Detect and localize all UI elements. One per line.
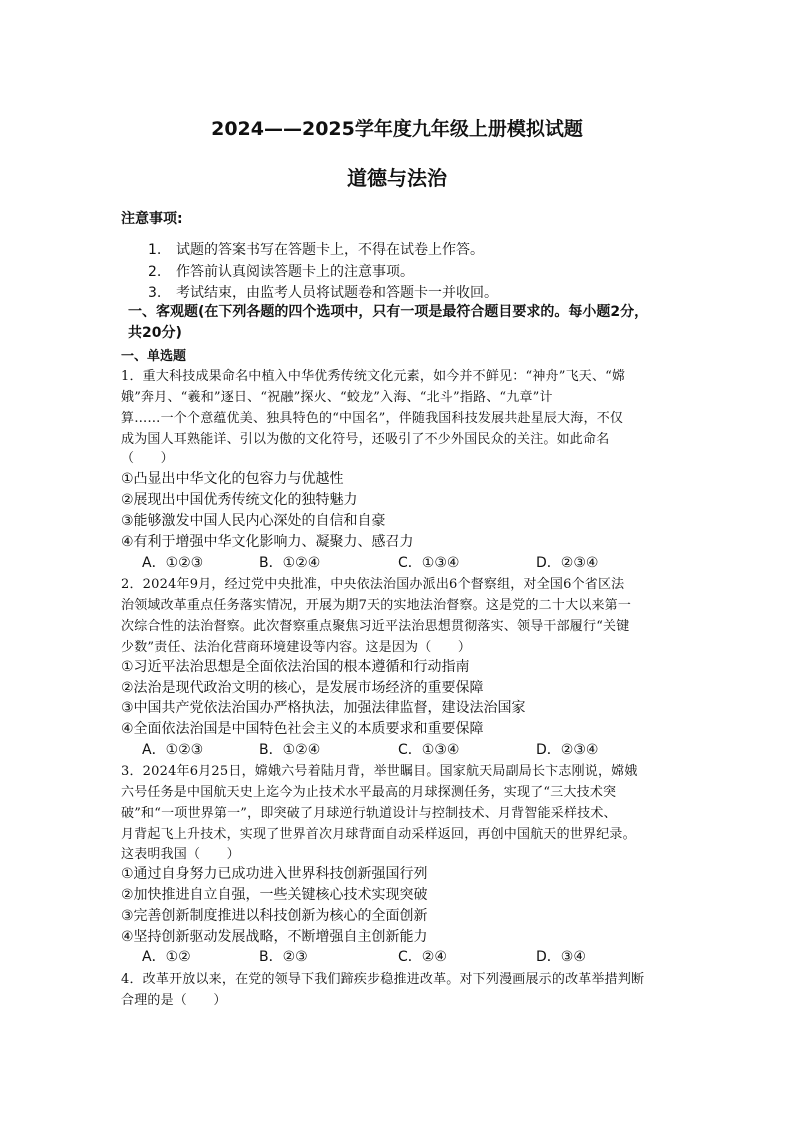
choice-c[interactable]: C．①③④: [398, 742, 460, 758]
choice-d[interactable]: D．③④: [536, 949, 586, 965]
choice-d[interactable]: D．②③④: [536, 742, 599, 758]
question-3-text: 这表明我国（ ）: [121, 847, 240, 862]
question-1-statement: ②展现出中国优秀传统文化的独特魅力: [121, 492, 358, 508]
question-1-text: 算……一个个意蕴优美、独具特色的“中国名”，伴随我国科技发展共赴星辰大海，不仅: [121, 411, 624, 426]
choice-a[interactable]: A．①②: [142, 949, 191, 965]
question-1-text: （ ）: [121, 451, 174, 466]
subject-title: 道德与法治: [347, 166, 447, 190]
notice-heading: 注意事项:: [121, 211, 183, 227]
question-1-text: 1．重大科技成果命名中植入中华优秀传统文化元素，如今并不鲜见：“神舟”飞天、“嫦: [121, 369, 626, 384]
question-2-statement: ①习近平法治思想是全面依法治国的根本遵循和行动指南: [121, 659, 470, 675]
question-1-statement: ③能够激发中国人民内心深处的自信和自豪: [121, 513, 386, 529]
question-4-text: 4．改革开放以来，在党的领导下我们蹄疾步稳推进改革。对下列漫画展示的改革举措判断: [121, 972, 645, 987]
question-2-text: 次综合性的法治督察。此次督察重点聚焦习近平法治思想贯彻落实、领导干部履行“关键: [121, 619, 630, 634]
choice-d[interactable]: D．②③④: [536, 555, 599, 571]
choice-b[interactable]: B．①②④: [259, 555, 321, 571]
question-1-text: 成为国人耳熟能详、引以为傲的文化符号，还吸引了不少外国民众的关注。如此命名: [121, 432, 610, 447]
question-4-text: 合理的是（ ）: [121, 993, 227, 1008]
question-2-text: 治领域改革重点任务落实情况，开展为期7天的实地法治督察。这是党的二十大以来第一: [121, 598, 632, 613]
exam-title: 2024——2025学年度九年级上册模拟试题: [211, 118, 583, 140]
question-2-text: 少数”责任、法治化营商环境建设等内容。这是因为（ ）: [121, 640, 472, 655]
question-3-statement: ②加快推进自立自强，一些关键核心技术实现突破: [121, 887, 428, 903]
question-3-statement: ④坚持创新驱动发展战略，不断增强自主创新能力: [121, 929, 428, 945]
question-3-text: 破”和“一项世界第一”，即突破了月球逆行轨道设计与控制技术、月背智能采样技术、: [121, 806, 617, 821]
choice-c[interactable]: C．①③④: [398, 555, 460, 571]
section-heading-line: 共20分): [128, 325, 182, 341]
choice-b[interactable]: B．②③: [259, 949, 308, 965]
question-3-text: 六号任务是中国航天史上迄今为止技术水平最高的月球探测任务，实现了“三大技术突: [121, 785, 617, 800]
notice-item: 3. 考试结束，由监考人员将试题卷和答题卡一并收回。: [148, 285, 498, 301]
notice-item: 2. 作答前认真阅读答题卡上的注意事项。: [148, 264, 414, 280]
question-1-text: 娥”奔月、“羲和”逐日、“祝融”探火、“蛟龙”入海、“北斗”指路、“九章”计: [121, 390, 553, 405]
choice-b[interactable]: B．①②④: [259, 742, 321, 758]
notice-item: 1. 试题的答案书写在答题卡上，不得在试卷上作答。: [148, 242, 484, 258]
choice-a[interactable]: A．①②③: [142, 555, 204, 571]
section-heading: [128, 302, 688, 344]
choice-c[interactable]: C．②④: [398, 949, 447, 965]
subsection-heading: 一、单选题: [121, 349, 187, 364]
section-heading-line: 一、客观题(在下列各题的四个选项中，只有一项是最符合题目要求的。每小题2分，: [128, 304, 649, 320]
choice-a[interactable]: A．①②③: [142, 742, 204, 758]
question-2-text: 2．2024年9月，经过党中央批准，中央依法治国办派出6个督察组，对全国6个省区法: [121, 577, 625, 592]
question-3-statement: ①通过自身努力已成功进入世界科技创新强国行列: [121, 866, 428, 882]
question-1-statement: ①凸显出中华文化的包容力与优越性: [121, 471, 344, 487]
question-2-statement: ②法治是现代政治文明的核心，是发展市场经济的重要保障: [121, 680, 484, 696]
question-3-text: 3．2024年6月25日，嫦娥六号着陆月背，举世瞩目。国家航天局副局长卞志刚说，嫦娥: [121, 764, 638, 779]
question-1-statement: ④有利于增强中华文化影响力、凝聚力、感召力: [121, 534, 414, 550]
question-2-statement: ④全面依法治国是中国特色社会主义的本质要求和重要保障: [121, 721, 484, 737]
question-2-statement: ③中国共产党依法治国办严格执法，加强法律监督，建设法治国家: [121, 700, 526, 716]
question-3-text: 月背起飞上升技术，实现了世界首次月球背面自动采样返回，再创中国航天的世界纪录。: [121, 827, 636, 842]
question-3-statement: ③完善创新制度推进以科技创新为核心的全面创新: [121, 908, 428, 924]
